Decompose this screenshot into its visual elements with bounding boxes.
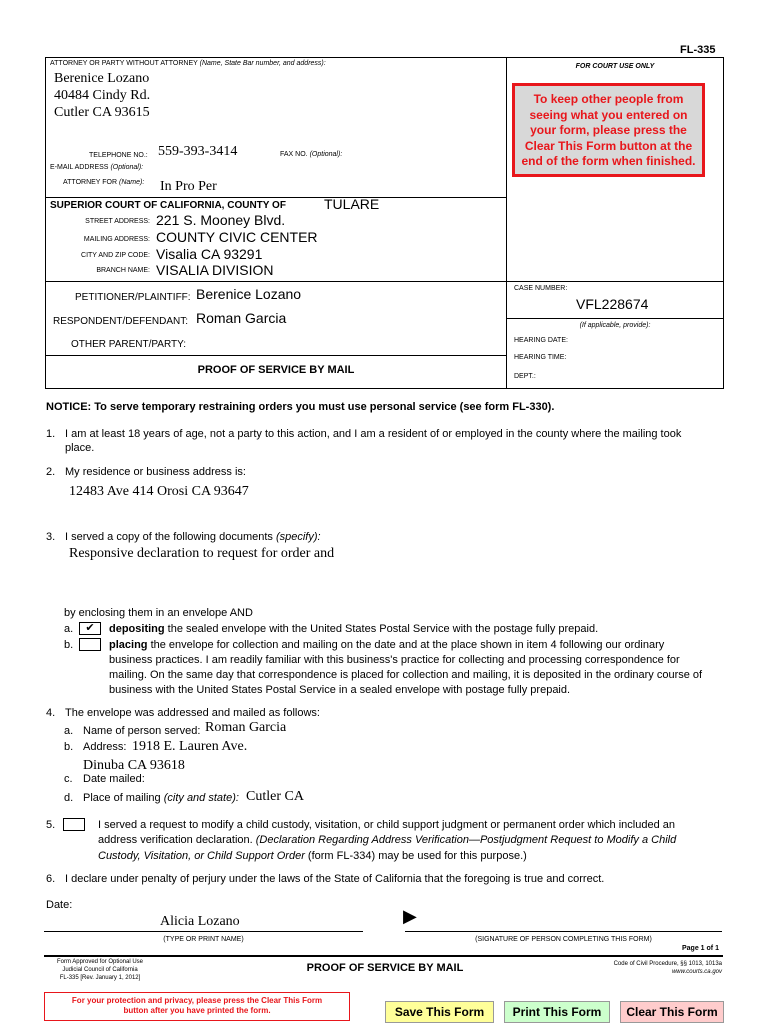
court-branch[interactable]: VISALIA DIVISION — [156, 262, 274, 278]
court-street[interactable]: 221 S. Mooney Blvd. — [156, 212, 286, 228]
signature-caption[interactable]: (SIGNATURE OF PERSON COMPLETING THIS FORM) — [475, 936, 652, 943]
hearing-date-label: HEARING DATE: — [514, 337, 568, 344]
telephone-label: TELEPHONE NO.: — [89, 152, 148, 159]
restraining-notice: NOTICE: To serve temporary restraining orders you must use personal service (see form FL-330). — [46, 401, 555, 413]
option-b-text-3: mailing. On the same day that correspondence is placed for collection and mailing, it is deposited in the ordinary course of — [109, 669, 703, 681]
item5-text-3: Custody, Visitation, or Child Support Order (form FL-334) may be used for this purpose.) — [98, 850, 527, 862]
item5-text-2: address verification declaration. (Declaration Regarding Address Verification—Postjudgment Request to Modify a Child — [98, 834, 677, 846]
typed-name-field[interactable]: Alicia Lozano — [160, 914, 240, 929]
respondent-label: RESPONDENT/DEFENDANT: — [53, 316, 189, 327]
telephone-field[interactable]: 559-393-3414 — [158, 144, 238, 159]
option-b-letter: b. — [64, 639, 74, 651]
other-party-label: OTHER PARENT/PARTY: — [71, 339, 187, 350]
petitioner-label: PETITIONER/PLAINTIFF: — [75, 292, 191, 303]
footer-title: PROOF OF SERVICE BY MAIL — [306, 962, 464, 974]
email-label: E-MAIL ADDRESS (Optional): — [50, 164, 144, 171]
placing-checkbox[interactable] — [79, 638, 101, 651]
item2-text: My residence or business address is: — [65, 466, 246, 478]
signature-arrow-icon: ▶ — [403, 906, 417, 926]
item1-text-cont: place. — [65, 442, 95, 454]
option-a-letter: a. — [64, 623, 74, 635]
doc-title: PROOF OF SERVICE BY MAIL — [197, 364, 355, 376]
mailing-label: MAILING ADDRESS: — [83, 236, 150, 243]
hearing-time-label: HEARING TIME: — [514, 354, 567, 361]
enclosing-text: by enclosing them in an envelope AND — [64, 607, 253, 619]
item5-text-1: I served a request to modify a child custody, visitation, or child support judgment or permanent order which included an — [98, 819, 675, 831]
name-caption: (TYPE OR PRINT NAME) — [163, 936, 244, 943]
clear-form-button[interactable]: Clear This Form — [620, 1001, 724, 1023]
case-number-field[interactable]: VFL228674 — [576, 296, 649, 312]
fax-label: FAX NO. (Optional): — [280, 151, 343, 158]
item3-text: I served a copy of the following documents (specify): — [65, 531, 321, 543]
item4a-label: Name of person served: — [83, 725, 201, 737]
address-field-1[interactable]: 1918 E. Lauren Ave. — [132, 739, 248, 754]
court-mailing[interactable]: COUNTY CIVIC CENTER — [156, 229, 318, 245]
case-number-label: CASE NUMBER: — [514, 285, 568, 292]
privacy-reminder: For your protection and privacy, please press the Clear This Form button after you have printed the form. — [44, 992, 350, 1021]
form-approved: Form Approved for Optional Use Judicial Council of California FL-335 [Rev. January 1, 2012] — [56, 959, 144, 981]
place-mailing-label: Place of mailing (city and state): — [83, 792, 239, 804]
street-label: STREET ADDRESS: — [85, 218, 150, 225]
attorney-street[interactable]: 40484 Cindy Rd. — [54, 88, 151, 103]
attorney-city[interactable]: Cutler CA 93615 — [54, 105, 150, 120]
date-mailed-label: Date mailed: — [83, 773, 145, 785]
item3-documents[interactable]: Responsive declaration to request for order and — [69, 546, 335, 561]
attorney-for-field[interactable]: In Pro Per — [160, 179, 217, 194]
court-title: SUPERIOR COURT OF CALIFORNIA, COUNTY OF — [50, 200, 286, 211]
save-form-button[interactable]: Save This Form — [385, 1001, 494, 1023]
item1-text: I am at least 18 years of age, not a party to this action, and I am a resident of or employed in the county where the mailing took — [65, 428, 682, 440]
print-form-button[interactable]: Print This Form — [504, 1001, 610, 1023]
date-label: Date: — [46, 899, 73, 911]
item4c-letter: c. — [64, 773, 73, 785]
form-id: FL-335 — [680, 44, 716, 56]
attorney-for-label: ATTORNEY FOR (Name): — [63, 179, 145, 186]
item5-number: 5. — [46, 819, 56, 831]
petitioner-field[interactable]: Berenice Lozano — [196, 286, 302, 302]
dept-label: DEPT.: — [514, 373, 536, 380]
applicable-note: (If applicable, provide): — [579, 322, 651, 329]
item1-number: 1. — [46, 428, 56, 440]
item4-text: The envelope was addressed and mailed as follows: — [65, 707, 320, 719]
item4b-label: Address: — [83, 741, 127, 753]
depositing-checkbox[interactable]: ✔ — [79, 622, 101, 635]
item2-address[interactable]: 12483 Ave 414 Orosi CA 93647 — [69, 484, 249, 499]
court-county[interactable]: TULARE — [324, 196, 380, 212]
person-served-field[interactable]: Roman Garcia — [205, 720, 287, 735]
option-b-text-4: business with the United States Postal Service in a sealed envelope with postage fully prepaid. — [109, 684, 571, 696]
branch-label: BRANCH NAME: — [96, 267, 150, 274]
item6-number: 6. — [46, 873, 56, 885]
privacy-notice: To keep other people from seeing what you entered on your form, please press the Clear This Form button at the end of the form when finished. — [512, 83, 705, 177]
item4-number: 4. — [46, 707, 56, 719]
item4a-letter: a. — [64, 725, 74, 737]
court-city[interactable]: Visalia CA 93291 — [156, 246, 263, 262]
item3-number: 3. — [46, 531, 56, 543]
page-number: Page 1 of 1 — [682, 945, 719, 952]
item4d-letter: d. — [64, 792, 74, 804]
city-label: CITY AND ZIP CODE: — [81, 252, 150, 259]
court-use-label: FOR COURT USE ONLY — [575, 63, 655, 70]
option-b-text-2: business practices. I am readily familiar with this business's practice for collecting and processing correspondence for — [109, 654, 680, 666]
option-a-text: depositing the sealed envelope with the United States Postal Service with the postage fully prepaid. — [109, 623, 599, 635]
respondent-field[interactable]: Roman Garcia — [196, 310, 287, 326]
address-field-2[interactable]: Dinuba CA 93618 — [83, 758, 185, 773]
item6-text: I declare under penalty of perjury under the laws of the State of California that the foregoing is true and correct. — [65, 873, 605, 885]
place-mailing-field[interactable]: Cutler CA — [246, 789, 304, 804]
attorney-label: ATTORNEY OR PARTY WITHOUT ATTORNEY (Name, State Bar number, and address): — [50, 60, 326, 67]
code-citation: Code of Civil Procedure, §§ 1013, 1013a www.courts.ca.gov — [613, 961, 722, 975]
attorney-name[interactable]: Berenice Lozano — [54, 71, 150, 86]
item2-number: 2. — [46, 466, 56, 478]
option-b-text: placing the envelope for collection and mailing on the date and at the place shown in item 4 following our ordinary — [109, 639, 665, 651]
item4b-letter: b. — [64, 741, 74, 753]
item5-checkbox[interactable] — [63, 818, 85, 831]
